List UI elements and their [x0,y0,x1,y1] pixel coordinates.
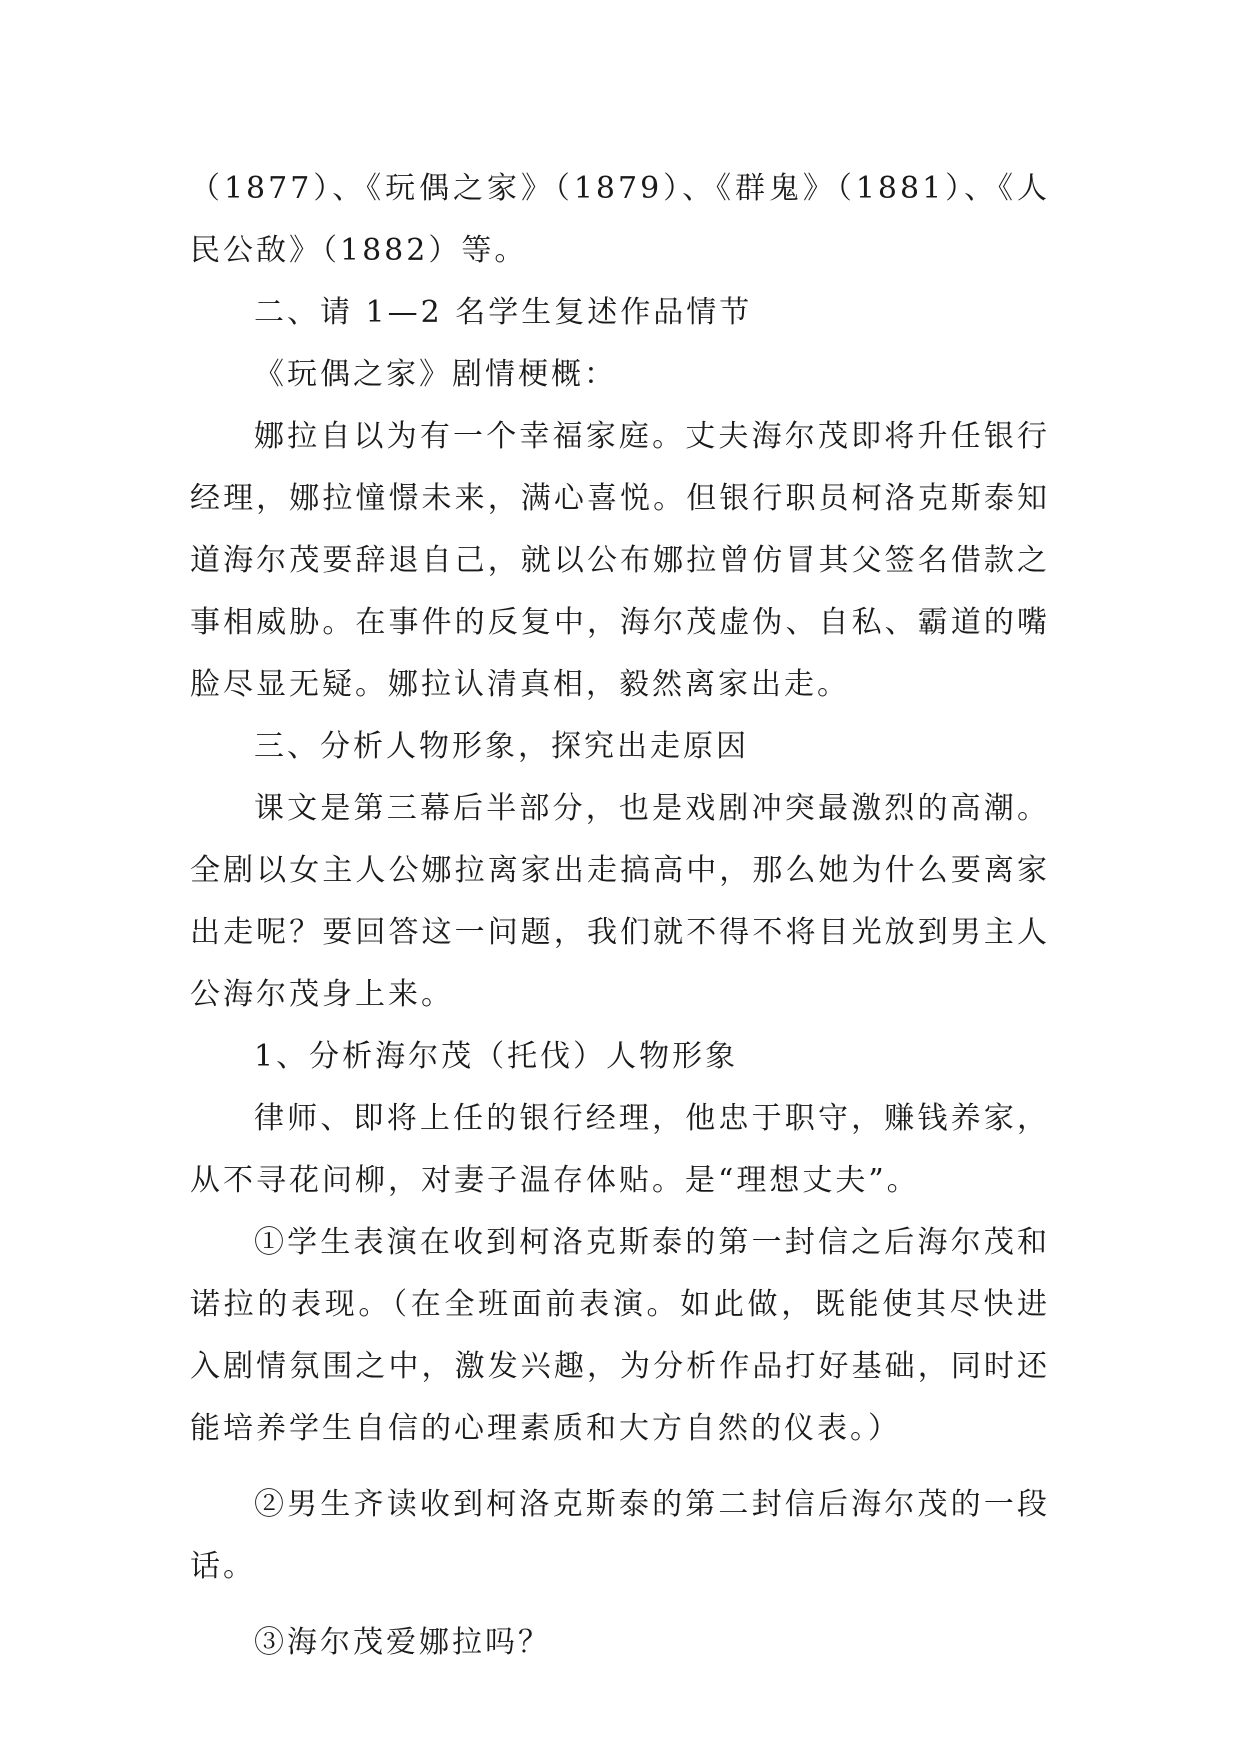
paragraph-10: ②男生齐读收到柯洛克斯泰的第二封信后海尔茂的一段话。 [190,1487,1050,1584]
paragraph-1: （1877）、《玩偶之家》（1879）、《群鬼》（1881）、《人民公敌》（1882）等。 [190,171,1050,268]
paragraph-4: 娜拉自以为有一个幸福家庭。丈夫海尔茂即将升任银行经理，娜拉憧憬未来，满心喜悦。但银行职员柯洛克斯泰知道海尔茂要辞退自己，就以公布娜拉曾仿冒其父签名借款之事相威胁。在事件的反复中，海尔茂虚伪、自私、霸道的嘴脸尽显无疑。娜拉认清真相，毅然离家出走。 [190,419,1050,702]
paragraph-8: 律师、即将上任的银行经理，他忠于职守，赚钱养家，从不寻花问柳，对妻子温存体贴。是“理想丈夫”。 [190,1101,1050,1198]
paragraph-7: 1、分析海尔茂（托伐）人物形象 [254,1039,739,1074]
paragraph-3: 《玩偶之家》剧情梗概： [254,357,617,392]
paragraph-6: 课文是第三幕后半部分，也是戏剧冲突最激烈的高潮。全剧以女主人公娜拉离家出走搞高中，那么她为什么要离家出走呢？要回答这一问题，我们就不得不将目光放到男主人公海尔茂身上来。 [190,791,1050,1012]
paragraph-11: ③海尔茂爱娜拉吗？ [254,1625,551,1660]
paragraph-2: 二、请 1—2 名学生复述作品情节 [254,295,753,330]
paragraph-9: ①学生表演在收到柯洛克斯泰的第一封信之后海尔茂和诺拉的表现。（在全班面前表演。如此做，既能使其尽快进入剧情氛围之中，激发兴趣，为分析作品打好基础，同时还能培养学生自信的心理素质和大方自然的仪表。） [190,1225,1050,1446]
paragraph-5: 三、分析人物形象，探究出走原因 [254,729,749,764]
body-text [190,158,1050,1674]
